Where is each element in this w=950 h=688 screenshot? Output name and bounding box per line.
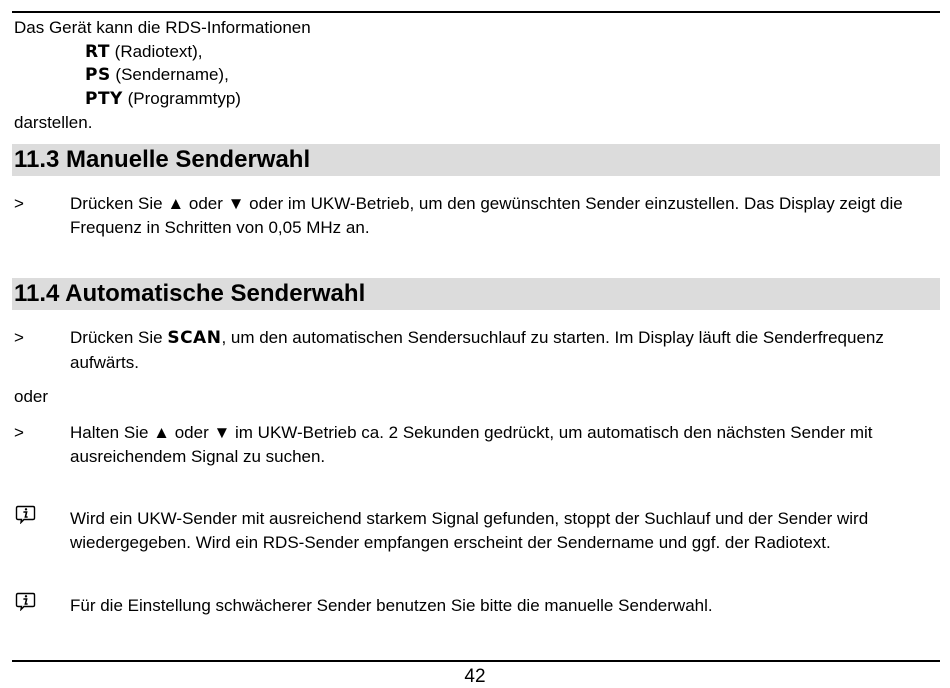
rds-item-rt <box>85 40 203 65</box>
bullet-marker: > <box>14 423 24 442</box>
scan-key: SCAN <box>167 328 222 348</box>
section-heading-11-4 <box>12 278 940 310</box>
rds-code: PS <box>85 65 111 85</box>
hold-instruction: Halten Sie ▲ oder ▼ im UKW-Betrieb ca. 2 Sekunden gedrückt, um automatisch den nächsten Sender mit ausreichendem Signal zu suchen. <box>70 423 873 466</box>
scan-instruction <box>70 326 930 374</box>
top-rule <box>12 11 940 13</box>
bottom-rule <box>12 660 940 662</box>
scan-suffix: , um den automatischen Sendersuchlauf zu starten. Im Display läuft die Senderfrequenz aufwärts. <box>70 328 884 372</box>
bullet-marker: > <box>14 328 24 347</box>
intro-line: Das Gerät kann die RDS-Informationen <box>14 18 311 37</box>
note-signal-found: Wird ein UKW-Sender mit ausreichend starkem Signal gefunden, stoppt der Suchlauf und der Sender wird wiedergegeben. Wird ein RDS-Sender empfangen erscheint der Sendername und ggf. der Radiotext. <box>70 509 869 552</box>
section-heading-11-3 <box>12 144 940 176</box>
section-title: 11.3 Manuelle Senderwahl <box>14 146 311 173</box>
rds-code: PTY <box>85 88 123 109</box>
note-weak-stations: Für die Einstellung schwächerer Sender benutzen Sie bitte die manuelle Senderwahl. <box>70 596 713 615</box>
manual-tuning-instruction: Drücken Sie ▲ oder ▼ oder im UKW-Betrieb, um den gewünschten Sender einzustellen. Das Display zeigt die Frequenz in Schritten von 0,05 MHz an. <box>70 194 903 237</box>
rds-code: RT <box>85 41 110 62</box>
intro-closing: darstellen. <box>14 113 93 132</box>
rds-desc: (Programmtyp) <box>122 88 241 108</box>
info-icon <box>15 505 36 524</box>
bullet-marker: > <box>14 194 24 213</box>
section-title: 11.4 Automatische Senderwahl <box>14 280 366 307</box>
rds-desc: (Radiotext), <box>109 41 203 61</box>
or-separator: oder <box>14 387 49 406</box>
rds-item-ps <box>85 63 229 88</box>
info-icon <box>15 592 36 611</box>
rds-item-pty <box>85 87 241 112</box>
scan-prefix: Drücken Sie <box>70 328 168 347</box>
rds-desc: (Sendername), <box>110 65 229 84</box>
page-number: 42 <box>464 666 486 687</box>
